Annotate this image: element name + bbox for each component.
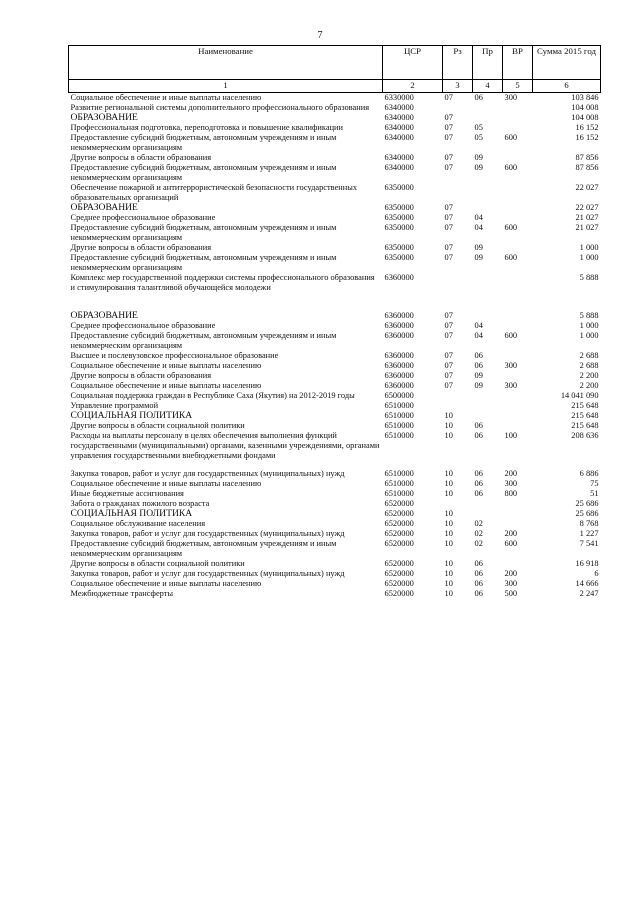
row-code: 6520000 (384, 519, 414, 528)
row-pr: 06 (474, 569, 483, 578)
row-code: 6350000 (384, 223, 414, 232)
header-sum: Сумма 2015 год (533, 46, 601, 80)
row-code: 6510000 (384, 489, 414, 498)
table-row (69, 431, 601, 469)
row-vr: 600 (504, 223, 518, 232)
row-name: Комплекс мер государственной поддержки системы профессионального образования и стимулирования талантливой обучающейся молодежи (70, 273, 375, 292)
header-pr: Пр (473, 46, 503, 80)
row-sum: 21 027 (575, 223, 599, 232)
row-rz: 10 (444, 489, 453, 498)
row-name: Социальная поддержка граждан в Республике Саха (Якутия) на 2012-2019 годы (70, 391, 355, 400)
row-pr (473, 183, 503, 203)
table-row (69, 391, 601, 401)
row-name: ОБРАЗОВАНИЕ (70, 112, 138, 123)
row-name: Управление программой (70, 401, 159, 410)
table-row (69, 93, 601, 104)
row-sum: 87 856 (575, 153, 599, 162)
table-row (69, 213, 601, 223)
column-index-row (69, 80, 601, 93)
row-sum: 25 686 (575, 499, 599, 508)
row-vr: 300 (504, 361, 518, 370)
row-pr (473, 113, 503, 123)
row-name: Социальное обеспечение и иные выплаты населению (70, 479, 262, 488)
table-row (69, 153, 601, 163)
row-vr (503, 371, 533, 381)
row-name: Предоставление субсидий бюджетным, автономным учреждениям и иным некоммерческим организациям (70, 223, 337, 242)
row-pr: 09 (474, 371, 483, 380)
row-code: 6350000 (384, 183, 414, 192)
row-name: Межбюджетные трансферты (70, 589, 174, 598)
row-rz (443, 499, 473, 509)
row-vr: 500 (504, 589, 518, 598)
row-sum: 104 008 (571, 113, 599, 122)
row-code: 6350000 (384, 203, 414, 212)
row-sum: 208 636 (571, 431, 599, 440)
row-code: 6510000 (384, 401, 414, 410)
row-pr: 09 (474, 153, 483, 162)
row-name: ОБРАЗОВАНИЕ (70, 310, 138, 321)
table-row (69, 163, 601, 183)
row-pr (473, 391, 503, 401)
table-row (69, 479, 601, 489)
row-rz: 10 (444, 469, 453, 478)
row-rz: 07 (444, 243, 453, 252)
row-code: 6520000 (384, 539, 414, 548)
row-rz: 07 (444, 311, 453, 320)
header-row (69, 46, 601, 80)
row-sum: 16 152 (575, 133, 599, 142)
table-row (69, 243, 601, 253)
row-vr (503, 273, 533, 311)
row-sum: 7 541 (579, 539, 599, 548)
row-sum: 75 (590, 479, 599, 488)
row-rz: 10 (444, 539, 453, 548)
row-rz: 07 (444, 133, 453, 142)
row-rz: 10 (444, 411, 453, 420)
table-body (69, 93, 601, 600)
index-6: 6 (533, 80, 601, 93)
row-sum: 21 027 (575, 213, 599, 222)
row-sum: 1 000 (579, 243, 599, 252)
row-rz (443, 103, 473, 113)
row-sum: 6 886 (579, 469, 599, 478)
table-row (69, 253, 601, 273)
row-code: 6340000 (384, 163, 414, 172)
row-pr (473, 411, 503, 421)
table-row (69, 331, 601, 351)
row-sum: 215 648 (571, 411, 599, 420)
row-pr: 05 (474, 123, 483, 132)
row-name: Забота о гражданах пожилого возраста (70, 499, 210, 508)
row-code: 6510000 (384, 431, 414, 440)
row-code: 6500000 (384, 391, 414, 400)
table-row (69, 539, 601, 559)
table-row (69, 569, 601, 579)
row-rz: 10 (444, 579, 453, 588)
row-pr: 05 (474, 133, 483, 142)
table-row (69, 469, 601, 479)
row-code: 6330000 (384, 93, 414, 102)
row-vr: 100 (504, 431, 518, 440)
table-row (69, 559, 601, 569)
row-sum: 2 247 (579, 589, 599, 598)
row-sum: 6 (594, 569, 599, 578)
row-vr: 600 (504, 253, 518, 262)
row-name: Предоставление субсидий бюджетным, автономным учреждениям и иным некоммерческим организациям (70, 133, 337, 152)
row-code: 6360000 (384, 371, 414, 380)
row-vr: 600 (504, 331, 518, 340)
row-pr: 09 (474, 163, 483, 172)
row-vr (503, 559, 533, 569)
row-rz: 07 (444, 223, 453, 232)
table-row (69, 361, 601, 371)
table-row (69, 351, 601, 361)
row-name: Социальное обеспечение и иные выплаты населению (70, 579, 262, 588)
row-rz: 10 (444, 519, 453, 528)
row-code: 6520000 (384, 589, 414, 598)
row-code: 6360000 (384, 351, 414, 360)
row-name: Предоставление субсидий бюджетным, автономным учреждениям и иным некоммерческим организациям (70, 253, 337, 272)
row-sum: 5 888 (579, 273, 599, 282)
row-vr: 300 (504, 579, 518, 588)
row-vr (503, 213, 533, 223)
table-row (69, 311, 601, 321)
row-sum: 51 (590, 489, 599, 498)
row-code: 6520000 (384, 559, 414, 568)
row-pr: 06 (474, 431, 483, 440)
row-code: 6340000 (384, 133, 414, 142)
row-sum: 1 000 (579, 253, 599, 262)
row-code: 6510000 (384, 479, 414, 488)
row-code: 6340000 (384, 123, 414, 132)
table-row (69, 321, 601, 331)
row-name: Социальное обеспечение и иные выплаты населению (70, 381, 262, 390)
index-2: 2 (383, 80, 443, 93)
row-vr: 300 (504, 479, 518, 488)
row-rz: 10 (444, 529, 453, 538)
row-pr: 04 (474, 223, 483, 232)
table-row (69, 579, 601, 589)
row-name: Высшее и послевузовское профессиональное образование (70, 351, 279, 360)
row-code: 6520000 (384, 499, 414, 508)
row-pr: 06 (474, 469, 483, 478)
row-code: 6350000 (384, 213, 414, 222)
table-row (69, 133, 601, 153)
row-sum: 2 688 (579, 351, 599, 360)
row-sum: 22 027 (575, 183, 599, 192)
row-pr (473, 509, 503, 519)
row-vr (503, 421, 533, 431)
table-row (69, 203, 601, 213)
table-row (69, 489, 601, 499)
row-rz: 07 (444, 371, 453, 380)
row-sum: 215 648 (571, 421, 599, 430)
row-name: Иные бюджетные ассигнования (70, 489, 184, 498)
header-vr: ВР (503, 46, 533, 80)
row-vr (503, 321, 533, 331)
row-code: 6340000 (384, 153, 414, 162)
row-sum: 103 846 (571, 93, 599, 102)
row-code: 6340000 (384, 103, 414, 112)
row-rz: 10 (444, 569, 453, 578)
row-code: 6360000 (384, 381, 414, 390)
row-sum: 1 000 (579, 331, 599, 340)
table-row (69, 411, 601, 421)
row-name: Другие вопросы в области образования (70, 153, 212, 162)
row-pr: 02 (474, 539, 483, 548)
row-sum: 87 856 (575, 163, 599, 172)
table-row (69, 371, 601, 381)
row-vr (503, 519, 533, 529)
row-name: ОБРАЗОВАНИЕ (70, 202, 138, 213)
row-vr (503, 401, 533, 411)
row-pr: 06 (474, 589, 483, 598)
row-pr: 09 (474, 253, 483, 262)
row-sum: 5 888 (579, 311, 599, 320)
index-3: 3 (443, 80, 473, 93)
row-vr (503, 391, 533, 401)
row-code: 6350000 (384, 243, 414, 252)
row-code: 6510000 (384, 411, 414, 420)
row-name: Закупка товаров, работ и услуг для государственных (муниципальных) нужд (70, 569, 345, 578)
row-sum: 16 152 (575, 123, 599, 132)
row-pr: 02 (474, 519, 483, 528)
row-vr: 600 (504, 163, 518, 172)
row-name: Закупка товаров, работ и услуг для государственных (муниципальных) нужд (70, 469, 345, 478)
row-pr (473, 203, 503, 213)
row-code: 6340000 (384, 113, 414, 122)
index-4: 4 (473, 80, 503, 93)
row-pr (473, 401, 503, 411)
row-rz (443, 401, 473, 411)
row-pr: 04 (474, 321, 483, 330)
row-vr (503, 183, 533, 203)
row-pr (473, 311, 503, 321)
row-pr: 06 (474, 93, 483, 102)
row-sum: 1 227 (579, 529, 599, 538)
row-vr: 200 (504, 569, 518, 578)
table-row (69, 123, 601, 133)
row-vr (503, 509, 533, 519)
row-pr: 06 (474, 421, 483, 430)
row-pr: 09 (474, 381, 483, 390)
row-code: 6350000 (384, 253, 414, 262)
header-code: ЦСР (383, 46, 443, 80)
row-vr: 800 (504, 489, 518, 498)
row-sum: 14 666 (575, 579, 599, 588)
budget-table (68, 45, 601, 599)
row-name: Среднее профессиональное образование (70, 321, 216, 330)
row-pr: 06 (474, 361, 483, 370)
table-row (69, 223, 601, 243)
row-vr (503, 411, 533, 421)
row-pr: 06 (474, 579, 483, 588)
row-sum: 104 008 (571, 103, 599, 112)
row-vr: 600 (504, 133, 518, 142)
row-name: Другие вопросы в области образования (70, 371, 212, 380)
index-1: 1 (69, 80, 383, 93)
row-rz: 07 (444, 113, 453, 122)
row-sum: 8 768 (579, 519, 599, 528)
row-rz: 10 (444, 431, 453, 440)
table-row (69, 529, 601, 539)
row-name: Социальное обеспечение и иные выплаты населению (70, 361, 262, 370)
row-pr: 02 (474, 529, 483, 538)
row-pr: 04 (474, 331, 483, 340)
row-code: 6520000 (384, 529, 414, 538)
row-sum: 2 688 (579, 361, 599, 370)
row-rz: 10 (444, 509, 453, 518)
row-pr: 06 (474, 351, 483, 360)
table-row (69, 519, 601, 529)
row-sum: 25 686 (575, 509, 599, 518)
row-sum: 2 200 (579, 371, 599, 380)
row-vr (503, 243, 533, 253)
row-rz: 10 (444, 589, 453, 598)
row-code: 6360000 (384, 361, 414, 370)
row-rz: 07 (444, 123, 453, 132)
row-rz: 07 (444, 203, 453, 212)
row-name: Социальное обеспечение и иные выплаты населению (70, 93, 262, 102)
row-rz: 07 (444, 153, 453, 162)
row-code: 6360000 (384, 331, 414, 340)
row-rz: 07 (444, 381, 453, 390)
table-row (69, 421, 601, 431)
row-code: 6510000 (384, 421, 414, 430)
table-row (69, 113, 601, 123)
row-vr (503, 351, 533, 361)
index-5: 5 (503, 80, 533, 93)
row-vr: 200 (504, 469, 518, 478)
row-name: Другие вопросы в области образования (70, 243, 212, 252)
row-code: 6360000 (384, 321, 414, 330)
row-sum: 1 000 (579, 321, 599, 330)
page-number: 7 (317, 30, 323, 41)
row-code: 6510000 (384, 469, 414, 478)
row-name: Профессиональная подготовка, переподготовка и повышение квалификации (70, 123, 344, 132)
row-name: Расходы на выплаты персоналу в целях обеспечения выполнения функций государственными (муниципальными) органами, казенными учреждениями, органами управления государственными внебюджетными фондами (70, 431, 380, 460)
table-row (69, 183, 601, 203)
row-code: 6360000 (384, 273, 414, 282)
row-sum: 2 200 (579, 381, 599, 390)
row-sum: 215 648 (571, 401, 599, 410)
row-rz: 07 (444, 213, 453, 222)
row-rz (443, 391, 473, 401)
row-sum: 22 027 (575, 203, 599, 212)
row-pr: 04 (474, 213, 483, 222)
table-row (69, 509, 601, 519)
row-rz: 07 (444, 93, 453, 102)
row-code: 6520000 (384, 579, 414, 588)
row-pr: 06 (474, 479, 483, 488)
row-name: Предоставление субсидий бюджетным, автономным учреждениям и иным некоммерческим организациям (70, 331, 337, 350)
header-rz: Рз (443, 46, 473, 80)
row-vr: 300 (504, 93, 518, 102)
row-vr (503, 153, 533, 163)
row-sum: 14 041 090 (560, 391, 599, 400)
row-pr (473, 499, 503, 509)
row-code: 6360000 (384, 311, 414, 320)
row-name: Другие вопросы в области социальной политики (70, 421, 245, 430)
row-rz (443, 183, 473, 203)
table-row (69, 589, 601, 599)
row-rz (443, 273, 473, 311)
row-pr: 09 (474, 243, 483, 252)
row-vr: 600 (504, 539, 518, 548)
row-name: Закупка товаров, работ и услуг для государственных (муниципальных) нужд (70, 529, 345, 538)
row-rz: 10 (444, 479, 453, 488)
row-name: Среднее профессиональное образование (70, 213, 216, 222)
row-vr (503, 103, 533, 113)
row-vr (503, 203, 533, 213)
row-pr: 06 (474, 489, 483, 498)
row-name: Социальное обслуживание населения (70, 519, 206, 528)
row-vr (503, 499, 533, 509)
table-row (69, 103, 601, 113)
row-rz: 10 (444, 559, 453, 568)
row-vr: 200 (504, 529, 518, 538)
row-pr (473, 273, 503, 311)
row-rz: 10 (444, 421, 453, 430)
row-name: Другие вопросы в области социальной политики (70, 559, 245, 568)
row-vr (503, 311, 533, 321)
row-rz: 07 (444, 351, 453, 360)
row-rz: 07 (444, 163, 453, 172)
row-vr (503, 123, 533, 133)
row-name: СОЦИАЛЬНАЯ ПОЛИТИКА (70, 508, 193, 519)
row-code: 6520000 (384, 569, 414, 578)
row-name: Предоставление субсидий бюджетным, автономным учреждениям и иным некоммерческим организациям (70, 163, 337, 182)
table-row (69, 381, 601, 391)
row-rz: 07 (444, 253, 453, 262)
header-name: Наименование (69, 46, 383, 80)
row-sum: 16 918 (575, 559, 599, 568)
row-name: СОЦИАЛЬНАЯ ПОЛИТИКА (70, 410, 193, 421)
row-code: 6520000 (384, 509, 414, 518)
row-name: Развитие региональной системы дополнительного профессионального образования (70, 103, 370, 112)
row-rz: 07 (444, 361, 453, 370)
row-name: Предоставление субсидий бюджетным, автономным учреждениям и иным некоммерческим организациям (70, 539, 337, 558)
row-pr: 06 (474, 559, 483, 568)
row-rz: 07 (444, 321, 453, 330)
row-vr: 300 (504, 381, 518, 390)
row-pr (473, 103, 503, 113)
row-name: Обеспечение пожарной и антитеррористической безопасности государственных образовательных организаций (70, 183, 358, 202)
row-rz: 07 (444, 331, 453, 340)
table-row (69, 273, 601, 311)
row-vr (503, 113, 533, 123)
